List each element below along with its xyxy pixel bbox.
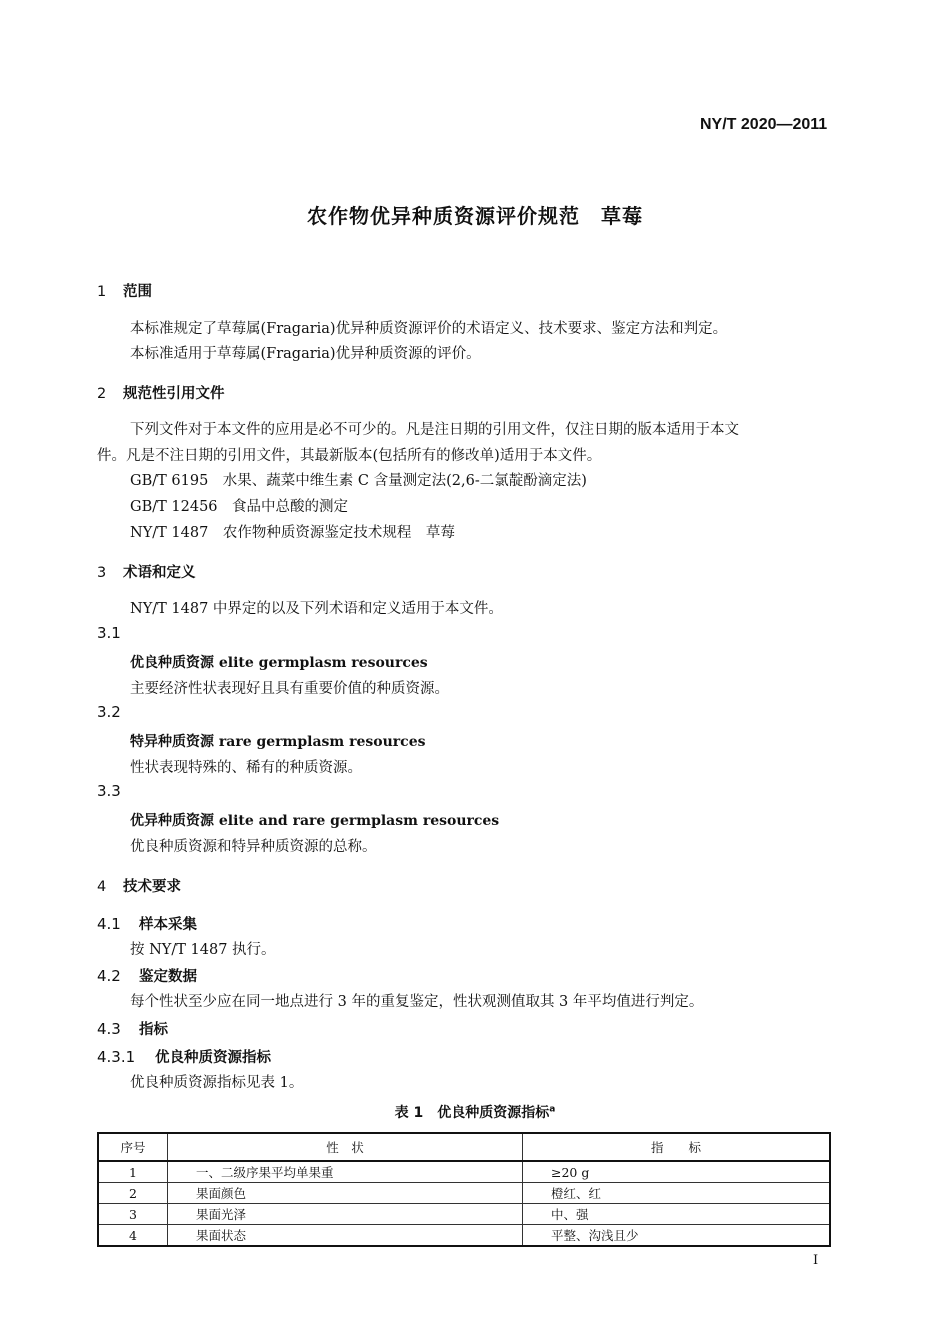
page-number: I <box>813 1253 819 1268</box>
column-header-number: 序号 <box>98 1133 168 1161</box>
reference-item: GB/T 12456 食品中总酸的测定 <box>130 499 349 515</box>
table-header-row <box>98 1133 830 1161</box>
term-definition: 优良种质资源和特异种质资源的总称。 <box>130 839 377 855</box>
cell-indicator: ≥20 g <box>523 1161 831 1183</box>
term-number: 3.3 <box>97 782 121 800</box>
subsection-title: 样本采集 <box>139 917 197 933</box>
term-en: elite and rare germplasm resources <box>218 813 500 829</box>
term-zh: 特异种质资源 <box>130 734 214 750</box>
term-heading <box>130 810 499 830</box>
section-title: 术语和定义 <box>123 565 196 581</box>
section-title: 范围 <box>123 284 152 300</box>
cell-indicator: 橙红、红 <box>523 1183 831 1204</box>
subsection-number: 4.3.1 <box>97 1048 136 1066</box>
section-number: 4 <box>97 879 107 895</box>
cell-trait: 一、二级序果平均单果重 <box>168 1161 523 1183</box>
term-number: 3.2 <box>97 703 121 721</box>
cell-number: 4 <box>98 1225 168 1247</box>
term-en: rare germplasm resources <box>218 734 426 750</box>
subsection-number: 4.3 <box>97 1020 121 1038</box>
section-4-heading <box>97 875 181 896</box>
subsection-4-3-1-heading <box>97 1046 271 1067</box>
term-number: 3.1 <box>97 624 121 642</box>
paragraph: 本标准规定了草莓属(Fragaria)优异种质资源评价的术语定义、技术要求、鉴定方法和判定。 <box>130 321 728 337</box>
subsection-4-3-heading <box>97 1018 168 1039</box>
section-number: 2 <box>97 386 107 402</box>
term-zh: 优良种质资源 <box>130 655 214 671</box>
cell-trait: 果面光泽 <box>168 1204 523 1225</box>
document-title: 农作物优异种质资源评价规范 草莓 <box>307 204 643 228</box>
cell-number: 2 <box>98 1183 168 1204</box>
subsection-title: 鉴定数据 <box>139 969 197 985</box>
term-zh: 优异种质资源 <box>130 813 214 829</box>
paragraph: 按 NY/T 1487 执行。 <box>130 942 276 958</box>
reference-item: GB/T 6195 水果、蔬菜中维生素 C 含量测定法(2,6-二氯靛酚滴定法) <box>130 473 587 489</box>
table-caption-footnote-mark: a <box>549 1104 556 1115</box>
term-heading <box>130 731 425 751</box>
subsection-4-2-heading <box>97 965 197 986</box>
section-1-heading <box>97 280 152 301</box>
cell-trait: 果面颜色 <box>168 1183 523 1204</box>
paragraph: 本标准适用于草莓属(Fragaria)优异种质资源的评价。 <box>130 346 481 362</box>
table-row <box>98 1204 830 1225</box>
table-caption-text: 表 1 优良种质资源指标 <box>394 1105 550 1121</box>
column-header-trait: 性 状 <box>168 1133 523 1161</box>
table-1 <box>97 1132 831 1247</box>
cell-number: 3 <box>98 1204 168 1225</box>
subsection-4-1-heading <box>97 913 197 934</box>
cell-indicator: 平整、沟浅且少 <box>523 1225 831 1247</box>
paragraph: 每个性状至少应在同一地点进行 3 年的重复鉴定，性状观测值取其 3 年平均值进行判定。 <box>130 994 704 1010</box>
table-row <box>98 1161 830 1183</box>
cell-trait: 果面状态 <box>168 1225 523 1247</box>
subsection-number: 4.2 <box>97 967 121 985</box>
subsection-title: 指标 <box>139 1022 168 1038</box>
term-definition: 主要经济性状表现好且具有重要价值的种质资源。 <box>130 681 449 697</box>
paragraph: NY/T 1487 中界定的以及下列术语和定义适用于本文件。 <box>130 601 503 617</box>
term-en: elite germplasm resources <box>218 655 428 671</box>
term-heading <box>130 652 428 672</box>
cell-indicator: 中、强 <box>523 1204 831 1225</box>
section-number: 3 <box>97 565 107 581</box>
section-title: 技术要求 <box>123 879 181 895</box>
table-row <box>98 1225 830 1247</box>
cell-number: 1 <box>98 1161 168 1183</box>
standard-code: NY/T 2020—2011 <box>700 116 828 133</box>
reference-item: NY/T 1487 农作物种质资源鉴定技术规程 草莓 <box>130 525 455 541</box>
column-header-indicator: 指 标 <box>523 1133 831 1161</box>
subsection-title: 优良种质资源指标 <box>155 1050 271 1066</box>
section-3-heading <box>97 561 196 582</box>
table-caption <box>0 1102 950 1122</box>
section-number: 1 <box>97 284 107 300</box>
section-title: 规范性引用文件 <box>123 386 225 402</box>
subsection-number: 4.1 <box>97 915 121 933</box>
term-definition: 性状表现特殊的、稀有的种质资源。 <box>130 760 362 776</box>
paragraph: 下列文件对于本文件的应用是必不可少的。凡是注日期的引用文件，仅注日期的版本适用于本文 <box>130 422 739 438</box>
table-row <box>98 1183 830 1204</box>
paragraph: 优良种质资源指标见表 1。 <box>130 1075 304 1091</box>
section-2-heading <box>97 382 225 403</box>
paragraph: 件。凡是不注日期的引用文件，其最新版本(包括所有的修改单)适用于本文件。 <box>97 448 602 464</box>
